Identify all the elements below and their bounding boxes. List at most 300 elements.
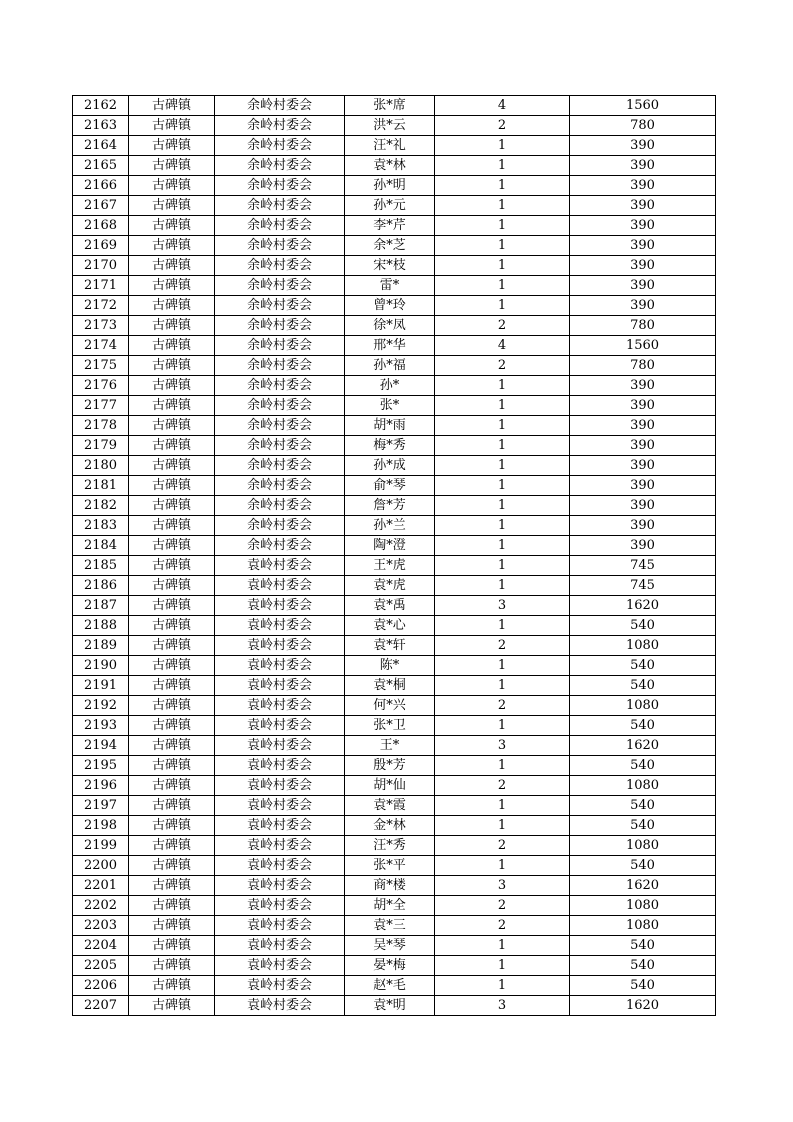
village-cell: 袁岭村委会 xyxy=(215,636,345,656)
name-cell: 孙*元 xyxy=(345,196,435,216)
table-row xyxy=(73,196,716,216)
count-cell: 1 xyxy=(435,576,570,596)
serial-number-cell: 2187 xyxy=(73,596,129,616)
amount-cell: 390 xyxy=(570,136,716,156)
amount-cell: 390 xyxy=(570,436,716,456)
amount-cell: 390 xyxy=(570,296,716,316)
name-cell: 胡*仙 xyxy=(345,776,435,796)
data-table xyxy=(72,95,716,1016)
serial-number-cell: 2176 xyxy=(73,376,129,396)
serial-number-cell: 2195 xyxy=(73,756,129,776)
amount-cell: 390 xyxy=(570,196,716,216)
table-row xyxy=(73,556,716,576)
name-cell: 陈* xyxy=(345,656,435,676)
table-row xyxy=(73,96,716,116)
town-cell: 古碑镇 xyxy=(129,816,215,836)
name-cell: 张*席 xyxy=(345,96,435,116)
serial-number-cell: 2164 xyxy=(73,136,129,156)
town-cell: 古碑镇 xyxy=(129,636,215,656)
serial-number-cell: 2165 xyxy=(73,156,129,176)
town-cell: 古碑镇 xyxy=(129,896,215,916)
amount-cell: 540 xyxy=(570,616,716,636)
serial-number-cell: 2171 xyxy=(73,276,129,296)
serial-number-cell: 2174 xyxy=(73,336,129,356)
serial-number-cell: 2203 xyxy=(73,916,129,936)
town-cell: 古碑镇 xyxy=(129,276,215,296)
village-cell: 余岭村委会 xyxy=(215,136,345,156)
town-cell: 古碑镇 xyxy=(129,996,215,1016)
amount-cell: 390 xyxy=(570,416,716,436)
table-row xyxy=(73,496,716,516)
serial-number-cell: 2168 xyxy=(73,216,129,236)
table-row xyxy=(73,716,716,736)
serial-number-cell: 2207 xyxy=(73,996,129,1016)
village-cell: 余岭村委会 xyxy=(215,416,345,436)
name-cell: 孙*福 xyxy=(345,356,435,376)
town-cell: 古碑镇 xyxy=(129,196,215,216)
village-cell: 余岭村委会 xyxy=(215,316,345,336)
count-cell: 1 xyxy=(435,156,570,176)
amount-cell: 1080 xyxy=(570,636,716,656)
town-cell: 古碑镇 xyxy=(129,256,215,276)
town-cell: 古碑镇 xyxy=(129,756,215,776)
name-cell: 王*虎 xyxy=(345,556,435,576)
table-row xyxy=(73,256,716,276)
name-cell: 张*平 xyxy=(345,856,435,876)
village-cell: 袁岭村委会 xyxy=(215,776,345,796)
name-cell: 袁*禹 xyxy=(345,596,435,616)
count-cell: 3 xyxy=(435,596,570,616)
village-cell: 袁岭村委会 xyxy=(215,836,345,856)
village-cell: 袁岭村委会 xyxy=(215,956,345,976)
count-cell: 3 xyxy=(435,736,570,756)
town-cell: 古碑镇 xyxy=(129,676,215,696)
table-row xyxy=(73,976,716,996)
serial-number-cell: 2196 xyxy=(73,776,129,796)
amount-cell: 390 xyxy=(570,456,716,476)
village-cell: 袁岭村委会 xyxy=(215,696,345,716)
village-cell: 余岭村委会 xyxy=(215,336,345,356)
name-cell: 汪*秀 xyxy=(345,836,435,856)
name-cell: 张*卫 xyxy=(345,716,435,736)
serial-number-cell: 2184 xyxy=(73,536,129,556)
name-cell: 袁*虎 xyxy=(345,576,435,596)
town-cell: 古碑镇 xyxy=(129,216,215,236)
table-row xyxy=(73,236,716,256)
amount-cell: 1080 xyxy=(570,696,716,716)
name-cell: 袁*林 xyxy=(345,156,435,176)
town-cell: 古碑镇 xyxy=(129,316,215,336)
town-cell: 古碑镇 xyxy=(129,176,215,196)
serial-number-cell: 2178 xyxy=(73,416,129,436)
serial-number-cell: 2204 xyxy=(73,936,129,956)
village-cell: 余岭村委会 xyxy=(215,296,345,316)
count-cell: 2 xyxy=(435,916,570,936)
amount-cell: 540 xyxy=(570,816,716,836)
amount-cell: 1080 xyxy=(570,776,716,796)
amount-cell: 390 xyxy=(570,536,716,556)
name-cell: 金*林 xyxy=(345,816,435,836)
table-row xyxy=(73,396,716,416)
count-cell: 2 xyxy=(435,696,570,716)
count-cell: 1 xyxy=(435,556,570,576)
table-row xyxy=(73,936,716,956)
serial-number-cell: 2192 xyxy=(73,696,129,716)
amount-cell: 540 xyxy=(570,656,716,676)
village-cell: 袁岭村委会 xyxy=(215,936,345,956)
name-cell: 孙*兰 xyxy=(345,516,435,536)
serial-number-cell: 2188 xyxy=(73,616,129,636)
count-cell: 1 xyxy=(435,796,570,816)
name-cell: 李*芹 xyxy=(345,216,435,236)
amount-cell: 390 xyxy=(570,236,716,256)
village-cell: 余岭村委会 xyxy=(215,376,345,396)
amount-cell: 1620 xyxy=(570,876,716,896)
name-cell: 商*楼 xyxy=(345,876,435,896)
village-cell: 袁岭村委会 xyxy=(215,816,345,836)
table-row xyxy=(73,956,716,976)
table-row xyxy=(73,116,716,136)
name-cell: 徐*凤 xyxy=(345,316,435,336)
town-cell: 古碑镇 xyxy=(129,716,215,736)
town-cell: 古碑镇 xyxy=(129,496,215,516)
amount-cell: 1080 xyxy=(570,896,716,916)
town-cell: 古碑镇 xyxy=(129,236,215,256)
town-cell: 古碑镇 xyxy=(129,916,215,936)
name-cell: 曾*玲 xyxy=(345,296,435,316)
town-cell: 古碑镇 xyxy=(129,836,215,856)
town-cell: 古碑镇 xyxy=(129,936,215,956)
count-cell: 1 xyxy=(435,936,570,956)
table-row xyxy=(73,656,716,676)
table-row xyxy=(73,136,716,156)
name-cell: 袁*桐 xyxy=(345,676,435,696)
village-cell: 袁岭村委会 xyxy=(215,556,345,576)
town-cell: 古碑镇 xyxy=(129,656,215,676)
count-cell: 1 xyxy=(435,756,570,776)
village-cell: 袁岭村委会 xyxy=(215,976,345,996)
village-cell: 余岭村委会 xyxy=(215,236,345,256)
name-cell: 吴*琴 xyxy=(345,936,435,956)
name-cell: 袁*三 xyxy=(345,916,435,936)
serial-number-cell: 2197 xyxy=(73,796,129,816)
count-cell: 2 xyxy=(435,836,570,856)
name-cell: 俞*琴 xyxy=(345,476,435,496)
count-cell: 1 xyxy=(435,676,570,696)
count-cell: 4 xyxy=(435,336,570,356)
village-cell: 余岭村委会 xyxy=(215,456,345,476)
serial-number-cell: 2185 xyxy=(73,556,129,576)
amount-cell: 390 xyxy=(570,176,716,196)
name-cell: 汪*礼 xyxy=(345,136,435,156)
serial-number-cell: 2173 xyxy=(73,316,129,336)
town-cell: 古碑镇 xyxy=(129,416,215,436)
town-cell: 古碑镇 xyxy=(129,116,215,136)
village-cell: 袁岭村委会 xyxy=(215,796,345,816)
amount-cell: 780 xyxy=(570,356,716,376)
count-cell: 1 xyxy=(435,456,570,476)
town-cell: 古碑镇 xyxy=(129,376,215,396)
table-body xyxy=(73,96,716,1016)
amount-cell: 1620 xyxy=(570,596,716,616)
table-row xyxy=(73,476,716,496)
serial-number-cell: 2190 xyxy=(73,656,129,676)
serial-number-cell: 2198 xyxy=(73,816,129,836)
table-row xyxy=(73,216,716,236)
name-cell: 袁*霞 xyxy=(345,796,435,816)
serial-number-cell: 2186 xyxy=(73,576,129,596)
count-cell: 2 xyxy=(435,116,570,136)
village-cell: 袁岭村委会 xyxy=(215,856,345,876)
serial-number-cell: 2166 xyxy=(73,176,129,196)
village-cell: 袁岭村委会 xyxy=(215,656,345,676)
amount-cell: 540 xyxy=(570,856,716,876)
count-cell: 1 xyxy=(435,956,570,976)
amount-cell: 390 xyxy=(570,156,716,176)
count-cell: 2 xyxy=(435,776,570,796)
table-row xyxy=(73,896,716,916)
village-cell: 余岭村委会 xyxy=(215,176,345,196)
serial-number-cell: 2199 xyxy=(73,836,129,856)
serial-number-cell: 2202 xyxy=(73,896,129,916)
count-cell: 1 xyxy=(435,616,570,636)
village-cell: 袁岭村委会 xyxy=(215,676,345,696)
village-cell: 袁岭村委会 xyxy=(215,896,345,916)
amount-cell: 540 xyxy=(570,956,716,976)
name-cell: 孙*成 xyxy=(345,456,435,476)
count-cell: 2 xyxy=(435,356,570,376)
name-cell: 胡*全 xyxy=(345,896,435,916)
count-cell: 1 xyxy=(435,496,570,516)
village-cell: 袁岭村委会 xyxy=(215,756,345,776)
name-cell: 袁*轩 xyxy=(345,636,435,656)
town-cell: 古碑镇 xyxy=(129,356,215,376)
village-cell: 余岭村委会 xyxy=(215,116,345,136)
serial-number-cell: 2206 xyxy=(73,976,129,996)
table-row xyxy=(73,576,716,596)
town-cell: 古碑镇 xyxy=(129,976,215,996)
amount-cell: 390 xyxy=(570,256,716,276)
table-row xyxy=(73,276,716,296)
table-row xyxy=(73,636,716,656)
count-cell: 1 xyxy=(435,856,570,876)
name-cell: 赵*毛 xyxy=(345,976,435,996)
count-cell: 1 xyxy=(435,176,570,196)
count-cell: 1 xyxy=(435,296,570,316)
town-cell: 古碑镇 xyxy=(129,576,215,596)
amount-cell: 1560 xyxy=(570,336,716,356)
village-cell: 余岭村委会 xyxy=(215,496,345,516)
amount-cell: 540 xyxy=(570,936,716,956)
table-row xyxy=(73,316,716,336)
count-cell: 1 xyxy=(435,656,570,676)
name-cell: 胡*雨 xyxy=(345,416,435,436)
village-cell: 余岭村委会 xyxy=(215,476,345,496)
amount-cell: 390 xyxy=(570,396,716,416)
village-cell: 余岭村委会 xyxy=(215,196,345,216)
town-cell: 古碑镇 xyxy=(129,876,215,896)
serial-number-cell: 2189 xyxy=(73,636,129,656)
name-cell: 余*芝 xyxy=(345,236,435,256)
table-row xyxy=(73,296,716,316)
count-cell: 2 xyxy=(435,896,570,916)
name-cell: 殷*芳 xyxy=(345,756,435,776)
amount-cell: 745 xyxy=(570,556,716,576)
village-cell: 余岭村委会 xyxy=(215,156,345,176)
name-cell: 詹*芳 xyxy=(345,496,435,516)
serial-number-cell: 2180 xyxy=(73,456,129,476)
table-row xyxy=(73,856,716,876)
serial-number-cell: 2162 xyxy=(73,96,129,116)
town-cell: 古碑镇 xyxy=(129,556,215,576)
count-cell: 2 xyxy=(435,316,570,336)
table-row xyxy=(73,156,716,176)
town-cell: 古碑镇 xyxy=(129,956,215,976)
serial-number-cell: 2193 xyxy=(73,716,129,736)
serial-number-cell: 2205 xyxy=(73,956,129,976)
amount-cell: 390 xyxy=(570,476,716,496)
town-cell: 古碑镇 xyxy=(129,476,215,496)
serial-number-cell: 2200 xyxy=(73,856,129,876)
village-cell: 余岭村委会 xyxy=(215,536,345,556)
table-row xyxy=(73,756,716,776)
town-cell: 古碑镇 xyxy=(129,136,215,156)
count-cell: 1 xyxy=(435,416,570,436)
name-cell: 邢*华 xyxy=(345,336,435,356)
amount-cell: 390 xyxy=(570,516,716,536)
serial-number-cell: 2179 xyxy=(73,436,129,456)
name-cell: 袁*明 xyxy=(345,996,435,1016)
town-cell: 古碑镇 xyxy=(129,736,215,756)
table-row xyxy=(73,616,716,636)
table-row xyxy=(73,916,716,936)
amount-cell: 1620 xyxy=(570,736,716,756)
count-cell: 1 xyxy=(435,396,570,416)
table-row xyxy=(73,176,716,196)
name-cell: 宋*枝 xyxy=(345,256,435,276)
village-cell: 袁岭村委会 xyxy=(215,736,345,756)
name-cell: 孙* xyxy=(345,376,435,396)
table-row xyxy=(73,416,716,436)
count-cell: 1 xyxy=(435,196,570,216)
amount-cell: 745 xyxy=(570,576,716,596)
table-row xyxy=(73,436,716,456)
town-cell: 古碑镇 xyxy=(129,436,215,456)
village-cell: 袁岭村委会 xyxy=(215,996,345,1016)
count-cell: 1 xyxy=(435,816,570,836)
town-cell: 古碑镇 xyxy=(129,776,215,796)
table-row xyxy=(73,736,716,756)
village-cell: 袁岭村委会 xyxy=(215,916,345,936)
serial-number-cell: 2167 xyxy=(73,196,129,216)
town-cell: 古碑镇 xyxy=(129,516,215,536)
name-cell: 雷* xyxy=(345,276,435,296)
count-cell: 1 xyxy=(435,476,570,496)
village-cell: 余岭村委会 xyxy=(215,516,345,536)
serial-number-cell: 2201 xyxy=(73,876,129,896)
amount-cell: 540 xyxy=(570,756,716,776)
serial-number-cell: 2170 xyxy=(73,256,129,276)
town-cell: 古碑镇 xyxy=(129,296,215,316)
table-row xyxy=(73,836,716,856)
town-cell: 古碑镇 xyxy=(129,596,215,616)
amount-cell: 1080 xyxy=(570,916,716,936)
count-cell: 1 xyxy=(435,976,570,996)
table-row xyxy=(73,596,716,616)
village-cell: 余岭村委会 xyxy=(215,96,345,116)
table-row xyxy=(73,876,716,896)
name-cell: 梅*秀 xyxy=(345,436,435,456)
count-cell: 1 xyxy=(435,256,570,276)
name-cell: 晏*梅 xyxy=(345,956,435,976)
village-cell: 余岭村委会 xyxy=(215,356,345,376)
amount-cell: 540 xyxy=(570,796,716,816)
table-row xyxy=(73,776,716,796)
count-cell: 1 xyxy=(435,536,570,556)
serial-number-cell: 2182 xyxy=(73,496,129,516)
amount-cell: 540 xyxy=(570,716,716,736)
amount-cell: 390 xyxy=(570,216,716,236)
village-cell: 余岭村委会 xyxy=(215,396,345,416)
table-row xyxy=(73,996,716,1016)
amount-cell: 390 xyxy=(570,276,716,296)
town-cell: 古碑镇 xyxy=(129,856,215,876)
count-cell: 1 xyxy=(435,216,570,236)
name-cell: 何*兴 xyxy=(345,696,435,716)
count-cell: 1 xyxy=(435,716,570,736)
name-cell: 王* xyxy=(345,736,435,756)
count-cell: 1 xyxy=(435,236,570,256)
amount-cell: 780 xyxy=(570,116,716,136)
table-row xyxy=(73,356,716,376)
serial-number-cell: 2194 xyxy=(73,736,129,756)
table-row xyxy=(73,336,716,356)
count-cell: 1 xyxy=(435,376,570,396)
table-row xyxy=(73,376,716,396)
count-cell: 1 xyxy=(435,516,570,536)
village-cell: 袁岭村委会 xyxy=(215,576,345,596)
amount-cell: 1620 xyxy=(570,996,716,1016)
village-cell: 袁岭村委会 xyxy=(215,616,345,636)
serial-number-cell: 2172 xyxy=(73,296,129,316)
count-cell: 2 xyxy=(435,636,570,656)
name-cell: 孙*明 xyxy=(345,176,435,196)
amount-cell: 540 xyxy=(570,676,716,696)
table-row xyxy=(73,456,716,476)
town-cell: 古碑镇 xyxy=(129,156,215,176)
serial-number-cell: 2163 xyxy=(73,116,129,136)
name-cell: 袁*心 xyxy=(345,616,435,636)
serial-number-cell: 2181 xyxy=(73,476,129,496)
table-row xyxy=(73,696,716,716)
village-cell: 袁岭村委会 xyxy=(215,716,345,736)
amount-cell: 780 xyxy=(570,316,716,336)
count-cell: 1 xyxy=(435,436,570,456)
amount-cell: 390 xyxy=(570,496,716,516)
village-cell: 袁岭村委会 xyxy=(215,876,345,896)
village-cell: 余岭村委会 xyxy=(215,436,345,456)
count-cell: 3 xyxy=(435,996,570,1016)
village-cell: 余岭村委会 xyxy=(215,216,345,236)
amount-cell: 1080 xyxy=(570,836,716,856)
town-cell: 古碑镇 xyxy=(129,456,215,476)
table-row xyxy=(73,536,716,556)
serial-number-cell: 2169 xyxy=(73,236,129,256)
village-cell: 余岭村委会 xyxy=(215,276,345,296)
town-cell: 古碑镇 xyxy=(129,796,215,816)
count-cell: 3 xyxy=(435,876,570,896)
serial-number-cell: 2177 xyxy=(73,396,129,416)
